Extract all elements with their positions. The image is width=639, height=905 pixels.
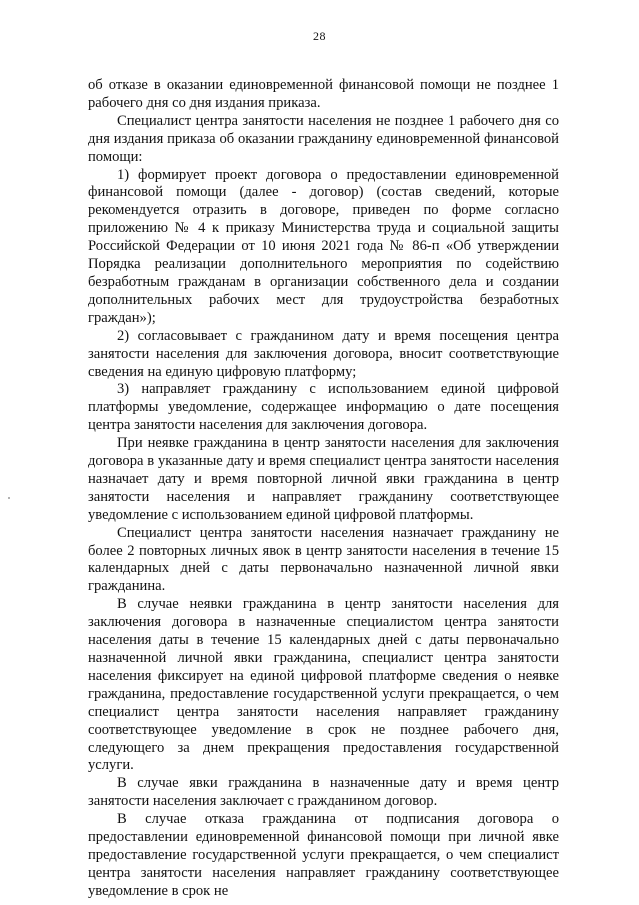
paragraph-contract-conclusion: В случае явки гражданина в назначенные дату и время центр занятости населения заключает с гражданином договор. — [88, 775, 559, 810]
paragraph-repeat-visits: Специалист центра занятости населения назначает гражданину не более 2 повторных личных явок в центр занятости населения в течение 15 календарных дней с даты первоначально назначенной личной явки гражданина. — [88, 524, 559, 595]
paragraph-specialist-duties: Специалист центра занятости населения не позднее 1 рабочего дня со дня издания приказа об оказании гражданину единовременной финансовой помощи: — [88, 112, 559, 165]
paragraph-continuation: об отказе в оказании единовременной финансовой помощи не позднее 1 рабочего дня со дня издания приказа. — [88, 77, 559, 111]
scan-speck — [8, 497, 10, 499]
paragraph-item-3: 3) направляет гражданину с использованием единой цифровой платформы уведомление, содержащее информацию о дате посещения центра занятости населения для заключения договора. — [88, 381, 559, 434]
paragraph-refusal: В случае отказа гражданина от подписания договора о предоставлении единовременной финансовой помощи при личной явке предоставление государственной услуги прекращается, о чем специалист центра занятости населения направляет гражданину соответствующее уведомление в срок не — [88, 811, 559, 899]
paragraph-service-termination: В случае неявки гражданина в центр занятости населения для заключения договора в назначенные специалистом центра занятости населения даты в течение 15 календарных дней с даты первоначально назначенной личной явки гражданина, специалист центра занятости населения фиксирует на единой цифровой платформе сведения о неявке гражданина, предоставление государственной услуги прекращается, о чем специалист центра занятости населения направляет гражданину соответствующее уведомление в срок не позднее рабочего дня, следующего за днем прекращения предоставления государственной услуги. — [88, 596, 559, 774]
paragraph-item-2: 2) согласовывает с гражданином дату и время посещения центра занятости населения для заключения договора, вносит соответствующие сведения на единую цифровую платформу; — [88, 327, 559, 380]
paragraph-item-1: 1) формирует проект договора о предоставлении единовременной финансовой помощи (далее - договор) (состав сведений, которые рекомендуется отразить в договоре, приведен по форме согласно приложению № 4 к приказу Министерства труда и социальной защиты Российской Федерации от 10 июня 2021 года № 86-п «Об утверждении Порядка реализации дополнительного мероприятия по содействию безработным гражданам в организации собственного дела и создании дополнительных рабочих мест для трудоустройства безработных граждан»); — [88, 166, 559, 326]
paragraph-non-appearance: При неявке гражданина в центр занятости населения для заключения договора в указанные дату и время специалист центра занятости населения назначает дату и время повторной личной явки гражданина в центр занятости населения и направляет гражданину соответствующее уведомление с использованием единой цифровой платформы. — [88, 435, 559, 523]
page-number: 28 — [313, 29, 326, 43]
document-body — [88, 77, 559, 901]
